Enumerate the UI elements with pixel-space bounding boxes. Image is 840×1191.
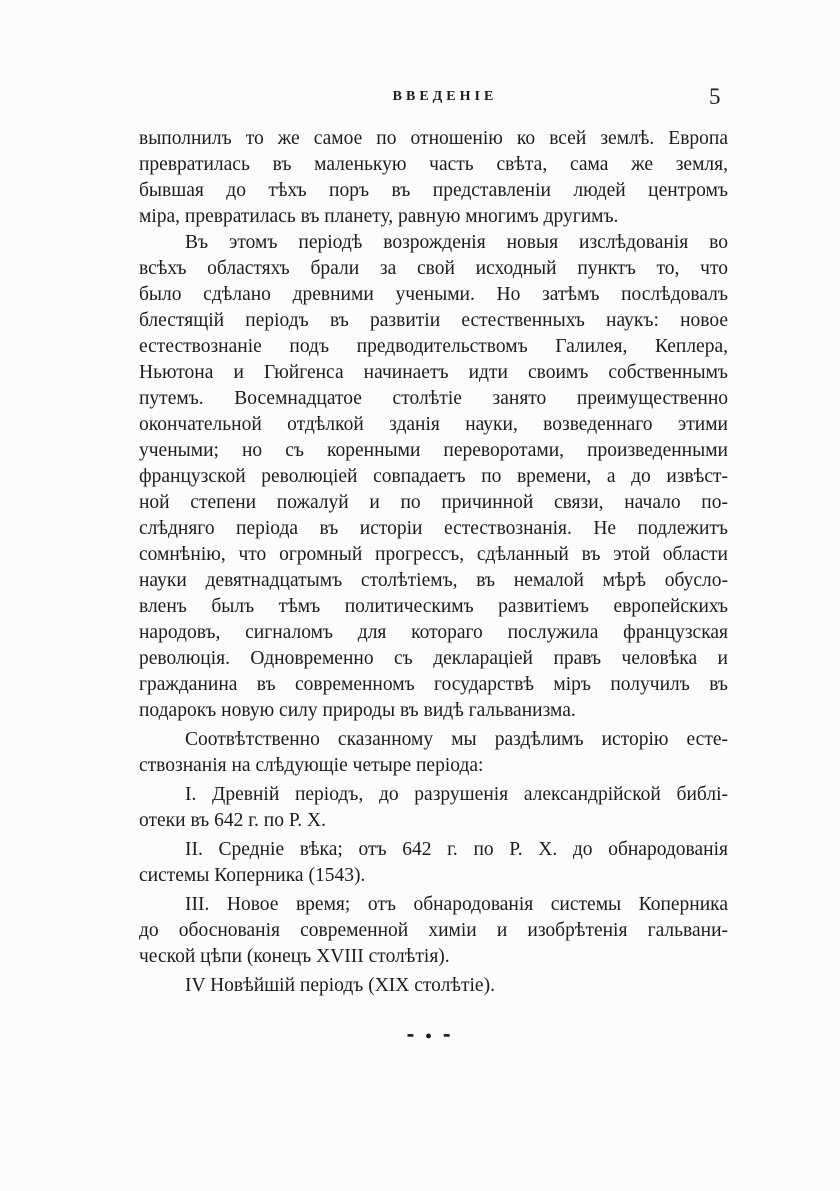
- list-item-period-4: IV Новѣйшій періодъ (XIX столѣтіе).: [185, 975, 495, 996]
- text-line: окончательной отдѣлкой зданія науки, возведеннаго этими: [139, 414, 728, 435]
- list-item-period-3-cont: ческой цѣпи (конецъ XVIII столѣтія).: [139, 946, 450, 967]
- text-line: естествознаніе подъ предводительствомъ Галилея, Кеплера,: [139, 336, 728, 357]
- text-line: французской революціей совпадаетъ по времени, а до извѣст-: [139, 466, 728, 487]
- text-line: всѣхъ областяхъ брали за свой исходный пунктъ то, что: [139, 258, 728, 279]
- body-text: [139, 126, 728, 999]
- running-title: ВВЕДЕНІЕ: [392, 89, 498, 104]
- list-item-period-1-cont: отеки въ 642 г. по Р. Х.: [139, 810, 326, 831]
- text-line: науки девятнадцатымъ столѣтіемъ, въ немалой мѣрѣ обусло-: [139, 570, 728, 591]
- text-line: гражданина въ современномъ государствѣ міръ получилъ въ: [139, 674, 728, 695]
- text-line: было сдѣлано древними учеными. Но затѣмъ послѣдовалъ: [139, 284, 728, 305]
- text-line: выполнилъ то же самое по отношенію ко всей землѣ. Европа: [139, 128, 728, 149]
- text-line: народовъ, сигналомъ для котораго послужила французская: [139, 622, 728, 643]
- text-line: революція. Одновременно съ декларацiей правъ человѣка и: [139, 648, 728, 669]
- text-line: слѣдняго періода въ исторіи естествознанія. Не подлежитъ: [139, 518, 728, 539]
- page-number: 5: [709, 84, 721, 109]
- text-line: Въ этомъ періодѣ возрожденія новыя изслѣдованія во: [185, 232, 728, 253]
- text-line: Соотвѣтственно сказанному мы раздѣлимъ исторію есте-: [185, 729, 728, 750]
- text-line: превратилась въ маленькую часть свѣта, сама же земля,: [139, 154, 728, 175]
- list-item-period-2-cont: системы Коперника (1543).: [139, 865, 366, 886]
- text-line: блестящій періодъ въ развитіи естественныхъ наукъ: новое: [139, 310, 728, 331]
- text-line: путемъ. Восемнадцатое столѣтіе занято преимущественно: [139, 388, 728, 409]
- list-item-period-1: I. Древній періодъ, до разрушенія александрійской библі-: [185, 784, 728, 805]
- text-line: ствознанія на слѣдующіе четыре періода:: [139, 755, 484, 776]
- ornament-divider: ⁃ • ⁃: [405, 1026, 455, 1046]
- text-line: ной степени пожалуй и по причинной связи, начало по-: [139, 492, 728, 513]
- list-item-period-3-cont: до обоснованія современной химіи и изобрѣтенія гальвани-: [139, 920, 728, 941]
- text-line: Ньютона и Гюйгенса начинаетъ идти своимъ собственнымъ: [139, 362, 728, 383]
- text-line: учеными; но съ коренными переворотами, произведенными: [139, 440, 728, 461]
- text-line: міра, превратилась въ планету, равную многимъ другимъ.: [139, 206, 619, 227]
- text-line: подарокъ новую силу природы въ видѣ гальванизма.: [139, 700, 576, 721]
- list-item-period-3: III. Новое время; отъ обнародованія системы Коперника: [185, 894, 728, 915]
- text-line: бывшая до тѣхъ поръ въ представленіи людей центромъ: [139, 180, 728, 201]
- running-head: [0, 84, 840, 108]
- text-line: вленъ былъ тѣмъ политическимъ развитіемъ европейскихъ: [139, 596, 728, 617]
- text-line: сомнѣнію, что огромный прогрессъ, сдѣланный въ этой области: [139, 544, 728, 565]
- list-item-period-2: II. Средніе вѣка; отъ 642 г. по Р. Х. до обнародованія: [185, 839, 728, 860]
